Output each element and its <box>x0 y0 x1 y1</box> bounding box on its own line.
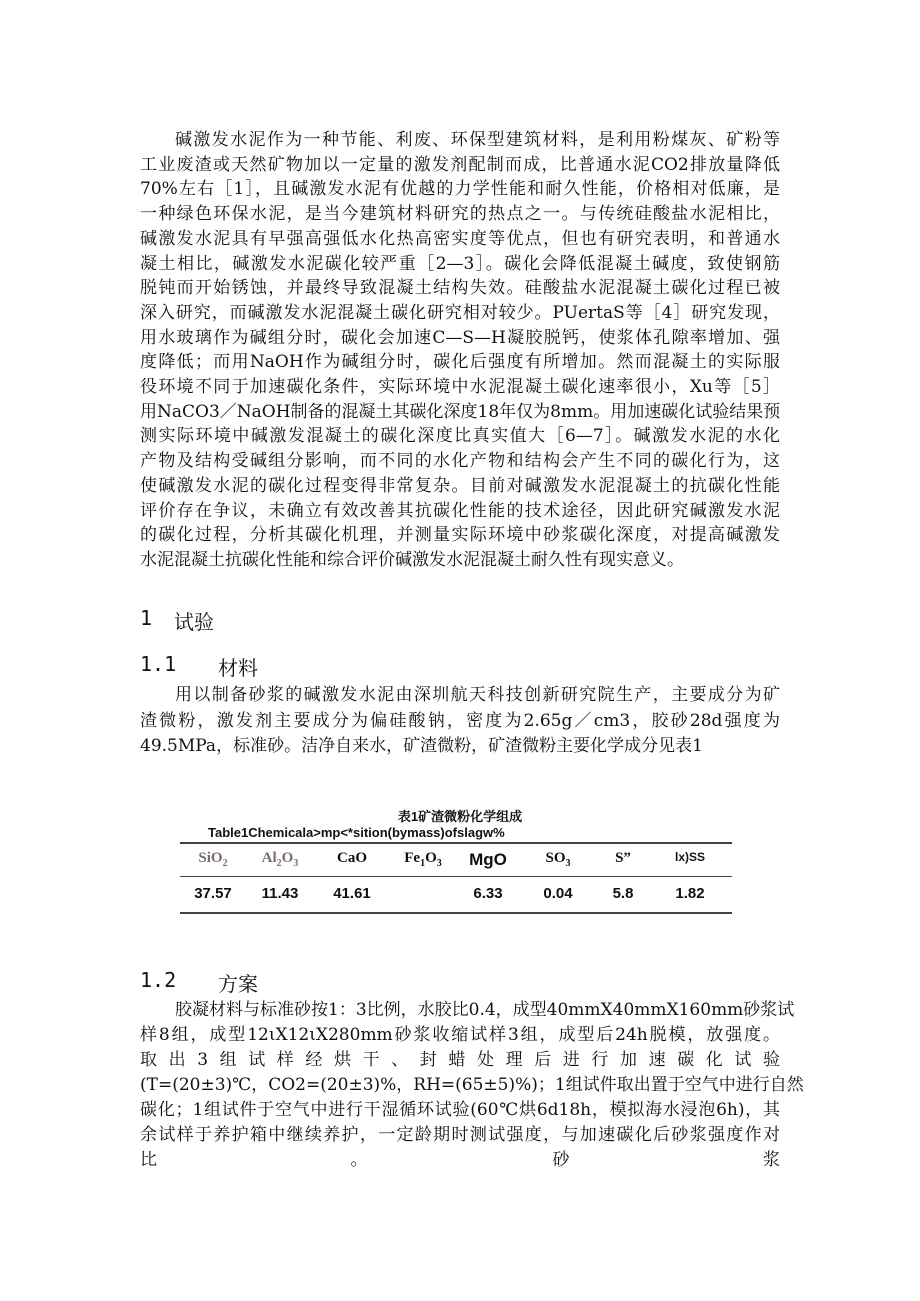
table-top-rule <box>180 842 732 844</box>
table-value-cell: 11.43 <box>261 885 299 902</box>
plan-line: (T=(20±3)℃，CO2=(20±3)%，RH=(65±5)%)；1组试件取出置于空气中进行自然 <box>140 1075 804 1095</box>
section-number: 1 <box>140 606 153 630</box>
plan-line: 碳化；1组试件于空气中进行干湿循环试验(60℃烘6d18h，模拟海水浸泡6h)，其 <box>140 1100 780 1120</box>
intro-line: 的碳化过程，分析其碳化机理，并测量实际环境中砂浆碳化深度，对提高碱激发 <box>140 525 780 546</box>
header-sub: 2 <box>222 858 228 869</box>
intro-line: 深入研究，而碱激发水泥混凝土碳化研究相对较少。PUertaS等［4］研究发现， <box>140 302 780 323</box>
intro-line: 一种绿色环保水泥，是当今建筑材料研究的热点之一。与传统硅酸盐水泥相比， <box>140 204 780 225</box>
intro-line: 用水玻璃作为碱组分时，碳化会加速C—S—H凝胶脱钙，使浆体孔隙率增加、强 <box>140 327 780 348</box>
section-title: 材料 <box>218 656 258 680</box>
materials-line: 49.5MPa，标准砂。洁净自来水，矿渣微粉，矿渣微粉主要化学成分见表1 <box>140 736 703 756</box>
section-title: 试验 <box>174 610 214 634</box>
section-heading-1-2 <box>140 968 258 996</box>
plan-line: 取出3组试样经烘干、封蜡处理后进行加速碳化试验 <box>140 1050 780 1070</box>
table-value-cell: 5.8 <box>612 885 634 902</box>
table-value-cell: 37.57 <box>194 885 232 902</box>
section-heading-1-1 <box>140 652 258 680</box>
table-header-cell <box>448 850 528 870</box>
table-header-cell <box>240 850 320 869</box>
intro-line: 水泥混凝土抗碳化性能和综合评价碱激发水泥混凝土耐久性有现实意义。 <box>140 549 684 570</box>
header-sub: 3 <box>565 858 571 869</box>
plan-line: 胶凝材料与标准砂按1：3比例，水胶比0.4，成型40mmX40mmX160mm砂浆试 <box>175 1000 795 1020</box>
header-sub2: 3 <box>436 858 442 869</box>
intro-line: 凝土相比，碱激发水泥碳化较严重［2—3］。碳化会降低混凝土碱度，致使钢筋 <box>140 253 780 274</box>
table-header-cell <box>312 850 392 867</box>
table-value-cell: 1.82 <box>675 885 705 902</box>
materials-line: 渣微粉，激发剂主要成分为偏硅酸钠，密度为2.65g／cm3，胶砂28d强度为 <box>140 710 780 731</box>
header-base: SiO <box>198 850 223 866</box>
header-base: S” <box>615 850 631 866</box>
header-base: SO <box>545 850 566 866</box>
intro-line: 产物及结构受碱组分影响，而不同的水化产物和结构会产生不同的碳化行为，这 <box>140 451 780 472</box>
intro-line: 碱激发水泥具有早强高强低水化热高密实度等优点，但也有研究表明，和普通水 <box>140 228 780 249</box>
section-number: 1.2 <box>140 968 177 992</box>
intro-line: 使碱激发水泥的碳化过程变得非常复杂。目前对碱激发水泥混凝土的抗碳化性能 <box>140 475 780 496</box>
section-heading-1 <box>140 606 214 634</box>
table-value-cell: 6.33 <box>473 885 503 902</box>
header-base2: O <box>281 850 294 866</box>
header-base: MgO <box>469 850 507 869</box>
materials-line: 用以制备砂浆的碱激发水泥由深圳航天科技创新研究院生产，主要成分为矿 <box>175 685 780 705</box>
table-header-cell <box>650 850 730 864</box>
intro-line: 工业废渣或天然矿物加以一定量的激发剂配制而成，比普通水泥CO2排放量降低 <box>140 154 780 175</box>
intro-line: 用NaCO3／NaOH制备的混凝土其碳化深度18年仅为8mm。用加速碳化试验结果预 <box>140 401 781 422</box>
section-number: 1.1 <box>140 652 177 676</box>
table-bottom-rule <box>180 912 732 914</box>
table-caption: 表1矿渣微粉化学组成 <box>397 809 523 824</box>
header-base: Fe <box>404 850 421 866</box>
header-base: lx)SS <box>674 850 705 864</box>
table-subcaption: Table1Chemicala>mp<*sition(bymass)ofslagw% <box>208 825 505 840</box>
header-sub: 2 <box>276 858 282 869</box>
intro-line: 碱激发水泥作为一种节能、利废、环保型建筑材料，是利用粉煤灰、矿粉等 <box>175 130 780 150</box>
table-value-cell: 41.61 <box>333 885 371 902</box>
plan-line: 比 。 砂 浆 <box>140 1150 780 1170</box>
header-base2: O <box>425 850 437 866</box>
intro-line: 役环境不同于加速碳化条件，实际环境中水泥混凝土碳化速率很小，Xu等［5］ <box>140 377 780 397</box>
intro-line: 70%左右［1］，且碱激发水泥有优越的力学性能和耐久性能，价格相对低廉，是 <box>140 179 780 200</box>
header-base: CaO <box>337 850 367 866</box>
plan-line: 样8组，成型12ιX12ιX280mm砂浆收缩试样3组，成型后24h脱模，放强度。 <box>140 1025 780 1045</box>
header-sub2: 3 <box>293 858 299 869</box>
table-mid-rule <box>180 876 732 877</box>
intro-line: 度降低；而用NaOH作为碱组分时，碳化后强度有所增加。然而混凝土的实际服 <box>140 352 780 373</box>
header-sub: 1 <box>420 858 426 869</box>
header-base: Al <box>261 850 277 866</box>
section-title: 方案 <box>218 972 258 996</box>
intro-line: 脱钝而开始锈蚀，并最终导致混凝土结构失效。硅酸盐水泥混凝土碳化过程已被 <box>140 278 780 299</box>
plan-line: 余试样于养护箱中继续养护，一定龄期时测试强度，与加速碳化后砂浆强度作对 <box>140 1125 780 1145</box>
intro-line: 评价存在争议，未确立有效改善其抗碳化性能的技术途径，因此研究碱激发水泥 <box>140 500 780 521</box>
table-value-cell: 0.04 <box>543 885 573 902</box>
intro-line: 测实际环境中碱激发混凝土的碳化深度比真实值大［6—7］。碱激发水泥的水化 <box>140 426 780 447</box>
